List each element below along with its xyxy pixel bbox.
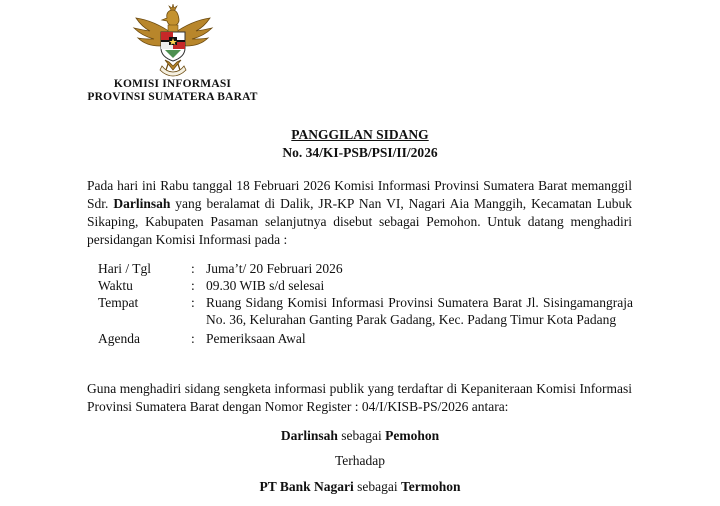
schedule-colon: : [191, 278, 195, 293]
schedule-row-time [98, 277, 633, 294]
applicant-line [0, 427, 720, 445]
title-number: No. 34/KI-PSB/PSI/II/2026 [282, 145, 438, 160]
applicant-mid: sebagai [337, 428, 386, 443]
versus-line: Terhadap [334, 453, 386, 468]
respondent-name: PT Bank Nagari [259, 479, 354, 494]
respondent-mid: sebagai [353, 479, 401, 494]
respondent-role: Termohon [401, 479, 461, 494]
schedule-row-day [98, 260, 633, 277]
schedule-row-place [98, 294, 633, 328]
schedule-label: Waktu [98, 278, 133, 293]
organization-name [40, 78, 305, 104]
schedule-label: Hari / Tgl [98, 261, 151, 276]
schedule-row-agenda [98, 330, 633, 347]
applicant-name: Darlinsah [280, 428, 338, 443]
closing-paragraph: Guna menghadiri sidang sengketa informasi publik yang terdaftar di Kepaniteraan Komisi Informasi Provinsi Sumatera Barat dengan Nomor Register : 04/I/KISB-PS/2026 antara: [87, 381, 632, 414]
intro-text-2: yang beralamat di Dalik, JR-KP Nan VI, Nagari Aia Manggih, Kecamatan Lubuk Sikaping, Kabupaten Pasaman selanjutnya disebut sebagai Pemohon. Untuk datang menghadiri persidangan Komisi Informasi pada : [87, 196, 632, 247]
respondent-line [0, 478, 720, 496]
schedule-details [98, 260, 633, 347]
intro-text-1: Pada hari ini Rabu tanggal 18 Februari 2026 Komisi Informasi Provinsi Sumatera Barat memanggil Sdr. [87, 178, 632, 211]
org-line-2: PROVINSI SUMATERA BARAT [87, 91, 258, 103]
applicant-role: Pemohon [385, 428, 440, 443]
schedule-colon: : [191, 331, 195, 346]
schedule-value: 09.30 WIB s/d selesai [206, 278, 325, 293]
schedule-colon: : [191, 295, 195, 310]
schedule-value: Pemeriksaan Awal [206, 331, 306, 346]
garuda-emblem-icon [132, 4, 214, 78]
schedule-label: Tempat [98, 295, 139, 310]
org-line-1: KOMISI INFORMASI [113, 78, 232, 90]
schedule-colon: : [191, 261, 195, 276]
intro-paragraph [87, 177, 632, 249]
intro-name: Darlinsah [113, 196, 171, 211]
document-title [0, 126, 720, 162]
schedule-label: Agenda [98, 331, 140, 346]
schedule-value: Juma’t/ 20 Februari 2026 [206, 261, 343, 276]
title-heading: PANGGILAN SIDANG [291, 127, 429, 142]
schedule-value: Ruang Sidang Komisi Informasi Provinsi Sumatera Barat Jl. Sisingamangraja No. 36, Kelurahan Ganting Parak Gadang, Kec. Padang Timur Kota Padang [206, 295, 633, 327]
